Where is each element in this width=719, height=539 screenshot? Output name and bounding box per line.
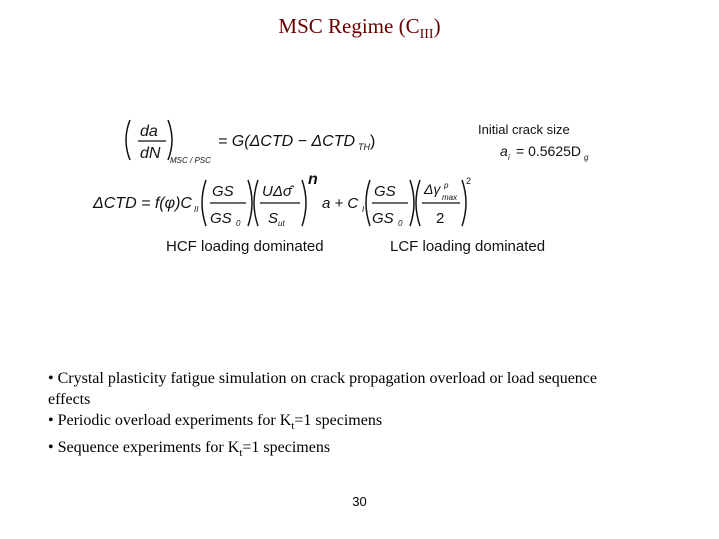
svg-text:MSC / PSC: MSC / PSC	[170, 156, 211, 165]
svg-text:HCF loading dominated: HCF loading dominated	[166, 238, 324, 255]
svg-text:= 0.5625D: = 0.5625D	[516, 143, 581, 159]
svg-text:0: 0	[398, 219, 403, 228]
svg-text:Initial crack size: Initial crack size	[478, 122, 570, 137]
svg-text:a + C: a + C	[322, 195, 359, 212]
svg-text:ΔCTD = f(φ)C: ΔCTD = f(φ)C	[93, 195, 192, 212]
svg-text:GS: GS	[374, 183, 396, 200]
svg-text:Δγ: Δγ	[424, 181, 441, 197]
svg-text:ut: ut	[278, 219, 285, 228]
svg-text:GS: GS	[212, 183, 234, 200]
bullet-item: • Crystal plasticity fatigue simulation on crack propagation overload or load sequence effects	[48, 370, 597, 408]
page-number: 30	[352, 494, 367, 509]
svg-text:S: S	[268, 210, 279, 227]
svg-text:): )	[370, 133, 376, 150]
svg-text:p: p	[444, 181, 449, 190]
svg-text:I: I	[362, 205, 365, 214]
equation-image	[88, 108, 618, 268]
svg-text:GS: GS	[210, 210, 232, 227]
svg-text:GS: GS	[372, 210, 394, 227]
svg-text:dN: dN	[140, 145, 161, 162]
svg-text:g: g	[584, 153, 589, 162]
svg-text:da: da	[140, 123, 158, 140]
bullet-item: • Periodic overload experiments for $K_t=1$ specimens	[48, 412, 383, 433]
svg-text:TH: TH	[358, 142, 370, 152]
svg-text:a: a	[500, 143, 508, 159]
svg-text:2: 2	[436, 210, 445, 227]
svg-text:n: n	[308, 171, 318, 188]
svg-text:2: 2	[466, 176, 472, 186]
slide-title: MSC Regime $(C_{III})$	[278, 14, 441, 43]
bullet-list	[48, 368, 608, 464]
svg-text:UΔσ̂: UΔσ̂	[262, 183, 292, 200]
svg-text:i: i	[508, 153, 510, 162]
bullet-item: • Sequence experiments for $K_t=1$ specimens	[48, 439, 331, 460]
svg-text:= G(ΔCTD − ΔCTD: = G(ΔCTD − ΔCTD	[218, 133, 356, 150]
svg-text:max: max	[442, 193, 458, 202]
svg-text:0: 0	[236, 219, 241, 228]
svg-text:II: II	[194, 205, 199, 214]
svg-text:LCF loading dominated: LCF loading dominated	[390, 238, 546, 255]
